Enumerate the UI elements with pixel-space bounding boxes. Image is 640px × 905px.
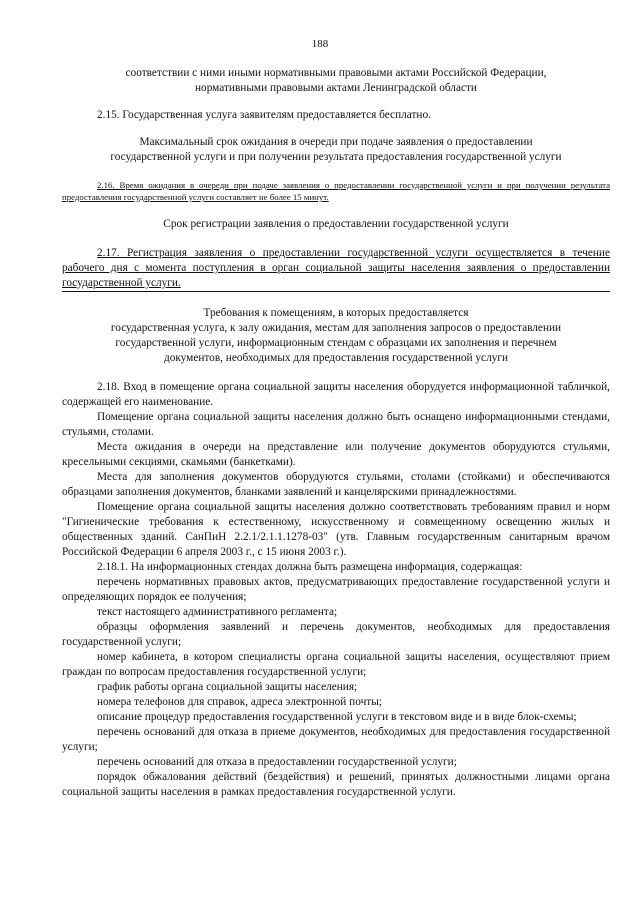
- list-item: текст настоящего административного регламента;: [97, 606, 338, 618]
- page-number: 188: [311, 38, 329, 50]
- list-item: образцы оформления заявлений и перечень документов, необходимых для предоставления государственной услуги;: [62, 621, 610, 648]
- list-item: номера телефонов для справок, адреса электронной почты;: [97, 696, 382, 708]
- list-item: перечень нормативных правовых актов, предусматривающих предоставление государственной услуги и определяющих порядок ее получения;: [62, 576, 610, 603]
- requirements-heading-line-2: государственная услуга, к залу ожидания, местам для заполнения запросов о предоставлении: [110, 322, 562, 334]
- list-item: номер кабинета, в котором специалисты органа социальной защиты населения, осуществляют прием граждан по вопросам предоставления государственной услуги;: [62, 651, 610, 678]
- intro-line-2: нормативными правовыми актами Ленинградской области: [195, 82, 477, 94]
- max-wait-heading-line-1: Максимальный срок ожидания в очереди при подаче заявления о предоставлении: [139, 136, 533, 148]
- requirements-heading-line-1: Требования к помещениям, в которых предоставляется: [203, 307, 469, 319]
- registration-heading: Срок регистрации заявления о предоставлении государственной услуги: [163, 218, 509, 230]
- list-item: перечень оснований для отказа в предоставлении государственной услуги;: [97, 756, 457, 768]
- intro-line-1: соответствии с ними иными нормативными правовыми актами Российской Федерации,: [125, 67, 547, 79]
- list-item: график работы органа социальной защиты населения;: [97, 681, 358, 693]
- clause-2-17: 2.17. Регистрация заявления о предоставлении государственной услуги осуществляется в течение рабочего дня с момента поступления в орган социальной защиты населения заявления о предоставлении государственной услуги.: [62, 247, 610, 289]
- form-filling-area: Места для заполнения документов оборудуются стульями, столами (стойками) и обеспечиваются образцами заполнения документов, бланками заявлений и канцелярскими принадлежностями.: [62, 471, 610, 498]
- max-wait-heading-line-2: государственной услуги и при получении результата предоставления государственной услуги: [110, 151, 562, 163]
- requirements-heading-line-4: документов, необходимых для предоставления государственной услуги: [163, 352, 509, 364]
- clause-2-18: 2.18. Вход в помещение органа социальной защиты населения оборудуется информационной табличкой, содержащей его наименование.: [62, 381, 610, 408]
- document-body: [62, 66, 610, 800]
- waiting-area: Места ожидания в очереди на представление или получение документов оборудуются стульями, кресельными секциями, скамьями (банкетками).: [62, 441, 610, 468]
- premises-equipment: Помещение органа социальной защиты населения должно быть оснащено информационными стендами, стульями, столами.: [62, 411, 610, 438]
- clause-2-16: 2.16. Время ожидания в очереди при подаче заявления о предоставлении государственной услуги и при получении результата предоставления государственной услуги составляет не более 15 минут.: [62, 180, 610, 202]
- list-item: порядок обжалования действий (бездействия) и решений, принятых должностными лицами органа социальной защиты населения в рамках предоставления государственной услуги.: [62, 771, 610, 798]
- clause-2-15: 2.15. Государственная услуга заявителям предоставляется бесплатно.: [97, 109, 431, 121]
- clause-2-18-1: 2.18.1. На информационных стендах должна быть размещена информация, содержащая:: [97, 561, 523, 573]
- sanitary-requirements: Помещение органа социальной защиты населения должно соответствовать требованиям правил и норм "Гигиенические требования к естественному, искусственному и совмещенному освещению жилых и общественных зданий. СанПиН 2.2.1/2.1.1.1278-03" (утв. Главным государственным санитарным врачом Российской Федерации 6 апреля 2003 г., с 15 июня 2003 г.).: [62, 501, 610, 558]
- requirements-heading-line-3: государственной услуги, информационным стендам с образцами их заполнения и перечнем: [115, 337, 557, 349]
- list-item: перечень оснований для отказа в приеме документов, необходимых для предоставления государственной услуги;: [62, 726, 610, 753]
- clause-2-17-block: [62, 246, 610, 292]
- list-item: описание процедур предоставления государственной услуги в текстовом виде и в виде блок-схемы;: [97, 711, 577, 723]
